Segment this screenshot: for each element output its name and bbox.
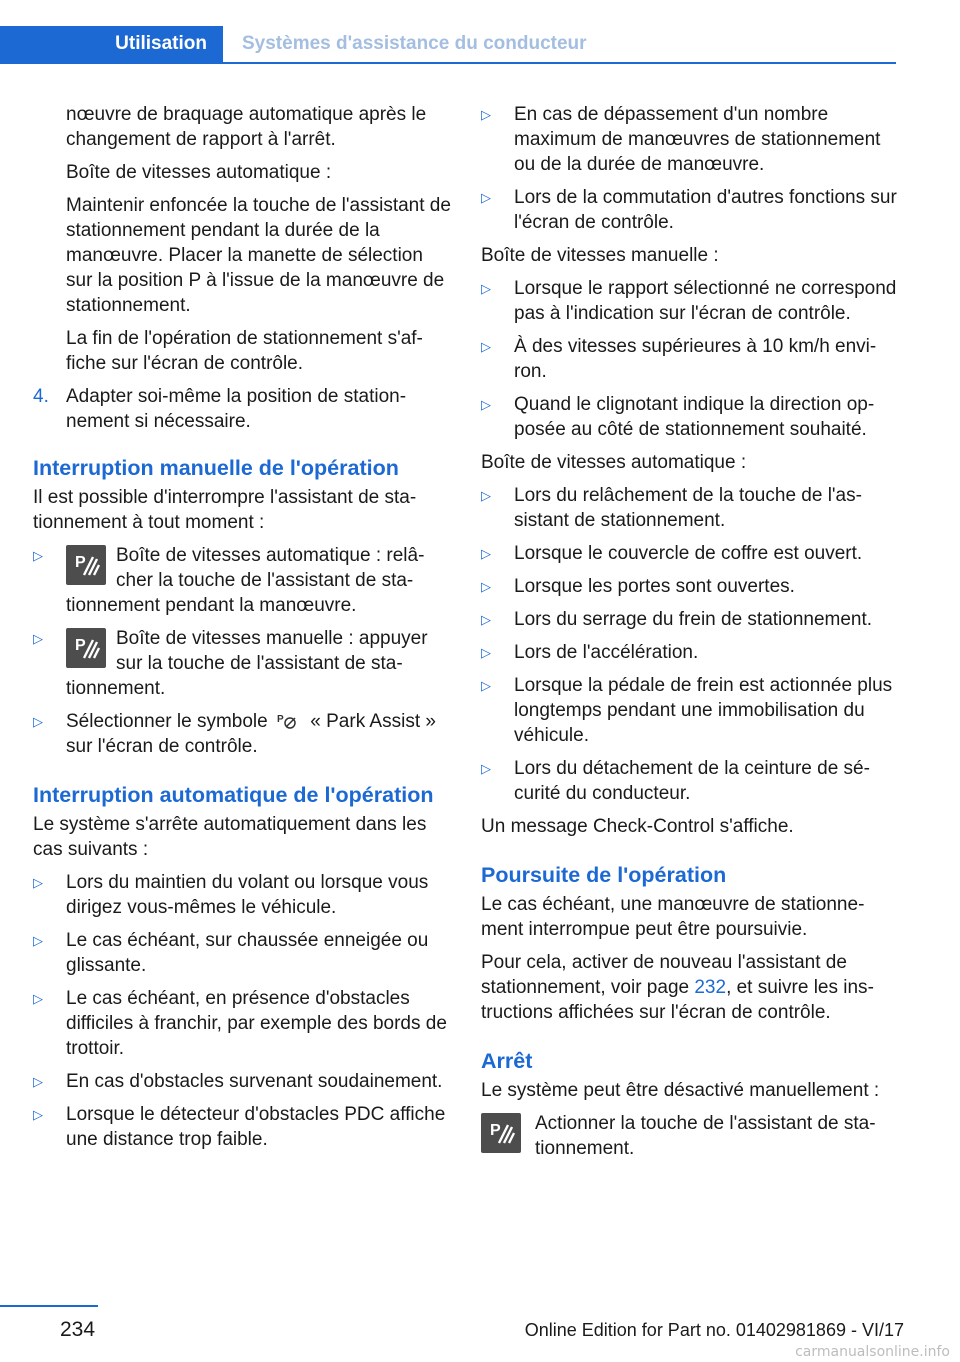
list-item — [33, 986, 451, 1061]
section-heading-automatic-interruption: Interruption automatique de l'opération — [33, 783, 434, 807]
triangle-right-icon: ▷ — [481, 107, 491, 122]
button-instruction — [481, 1111, 897, 1161]
triangle-right-icon: ▷ — [33, 631, 43, 646]
step-text: Adapter soi-même la position de stationnement si nécessaire. — [66, 386, 407, 432]
list-item-text: Quand le clignotant indique la direction opposée au côté de stationnement souhaité. — [514, 394, 875, 440]
svg-text:P: P — [75, 637, 86, 654]
triangle-right-icon: ▷ — [33, 548, 43, 563]
paragraph-text: , et suivre les instructions affichées sur l'écran de contrôle. — [481, 977, 874, 1023]
page-reference-link[interactable]: 232 — [694, 977, 727, 998]
paragraph — [481, 950, 897, 1025]
list-item — [481, 392, 897, 442]
triangle-right-icon: ▷ — [481, 761, 491, 776]
list-item — [481, 673, 897, 748]
list-item-text: Lors du relâchement de la touche de l'assistant de stationnement. — [514, 485, 862, 531]
list-item-text: Lors du serrage du frein de stationnement. — [514, 609, 873, 630]
svg-text:P: P — [490, 1122, 501, 1139]
list-item-text: Lors du détachement de la ceinture de sécurité du conducteur. — [514, 758, 870, 804]
list-item-text: Lors de l'accélération. — [514, 642, 699, 663]
step-number: 4. — [33, 386, 49, 407]
list-item — [481, 574, 897, 599]
section-heading-continue-operation: Poursuite de l'opération — [481, 863, 727, 887]
list-item — [481, 185, 897, 235]
park-assist-button-icon — [66, 545, 106, 585]
section-tab-utilisation[interactable]: Utilisation — [0, 26, 223, 62]
list-item-text: Le cas échéant, en présence d'obstacles difficiles à franchir, par exemple des bords de trottoir. — [66, 988, 447, 1059]
list-item — [481, 756, 897, 806]
paragraph: Boîte de vitesses automatique : — [481, 452, 747, 473]
triangle-right-icon: ▷ — [481, 488, 491, 503]
right-column — [481, 102, 897, 1169]
section-heading-stop: Arrêt — [481, 1049, 533, 1073]
svg-text:P: P — [277, 714, 284, 725]
paragraph: Maintenir enfoncée la touche de l'assistant de stationnement pendant la durée de la manœuvre. Placer la manette de sélection sur la position P à l'issue de la manœuvre de stationnement. — [66, 195, 451, 316]
paragraph-text: Pour cela, activer de nouveau l'assistant de stationnement, voir page — [481, 952, 847, 998]
list-item — [33, 928, 451, 978]
list-item — [481, 607, 897, 632]
list-item — [481, 334, 897, 384]
park-assist-button-icon — [66, 628, 106, 668]
watermark: carmanualsonline.info — [795, 1344, 950, 1360]
section-tab-driver-assistance[interactable]: Systèmes d'assistance du conducteur — [242, 33, 587, 54]
triangle-right-icon: ▷ — [33, 714, 43, 729]
triangle-right-icon: ▷ — [481, 678, 491, 693]
paragraph: Un message Check-Control s'affiche. — [481, 816, 794, 837]
list-item-text: « Park Assist » sur l'écran de contrôle. — [66, 711, 436, 757]
list-item — [481, 541, 897, 566]
paragraph: La fin de l'opération de stationnement s'affiche sur l'écran de contrôle. — [66, 328, 423, 374]
list-item-text: Lorsque la pédale de frein est actionnée plus longtemps pendant une immobilisation du véhicule. — [514, 675, 893, 746]
list-item-text: Lorsque le détecteur d'obstacles PDC affiche une distance trop faible. — [66, 1104, 446, 1150]
list-item-text: Lors du maintien du volant ou lorsque vous dirigez vous-mêmes le véhicule. — [66, 872, 429, 918]
paragraph: Le système peut être désactivé manuellement : — [481, 1080, 880, 1101]
triangle-right-icon: ▷ — [33, 875, 43, 890]
list-item — [33, 626, 451, 701]
svg-text:P: P — [75, 554, 86, 571]
park-assist-symbol-icon — [277, 712, 299, 730]
triangle-right-icon: ▷ — [481, 190, 491, 205]
list-item-text: À des vitesses supérieures à 10 km/h environ. — [514, 336, 877, 382]
list-item — [33, 1102, 451, 1152]
footer-divider — [0, 1305, 98, 1307]
section-heading-manual-interruption: Interruption manuelle de l'opération — [33, 456, 399, 480]
list-item-text: Sélectionner le symbole — [66, 711, 268, 732]
paragraph: Le cas échéant, une manœuvre de stationnement interrompue peut être poursuivie. — [481, 894, 865, 940]
paragraph: Le système s'arrête automatiquement dans les cas suivants : — [33, 814, 427, 860]
step-item — [33, 384, 451, 434]
paragraph: nœuvre de braquage automatique après le changement de rapport à l'arrêt. — [66, 104, 427, 150]
paragraph: Boîte de vitesses automatique : — [66, 162, 332, 183]
instruction-text: Actionner la touche de l'assistant de stationnement. — [535, 1113, 876, 1159]
triangle-right-icon: ▷ — [481, 579, 491, 594]
triangle-right-icon: ▷ — [481, 397, 491, 412]
triangle-right-icon: ▷ — [481, 645, 491, 660]
list-item-text: Boîte de vitesses automatique : relâcher la touche de l'assistant de stationnement pendant la manœuvre. — [66, 545, 425, 616]
page-number: 234 — [60, 1318, 96, 1341]
list-item-text: En cas d'obstacles survenant soudainement. — [66, 1071, 443, 1092]
paragraph: Boîte de vitesses manuelle : — [481, 245, 719, 266]
list-item — [33, 709, 451, 759]
list-item-text: Lorsque le rapport sélectionné ne correspond pas à l'indication sur l'écran de contrôle. — [514, 278, 897, 324]
triangle-right-icon: ▷ — [481, 612, 491, 627]
list-item-text: Lorsque les portes sont ouvertes. — [514, 576, 795, 597]
list-item — [33, 543, 451, 618]
triangle-right-icon: ▷ — [33, 1107, 43, 1122]
list-item — [481, 276, 897, 326]
list-item-text: Le cas échéant, sur chaussée enneigée ou glissante. — [66, 930, 429, 976]
triangle-right-icon: ▷ — [33, 1074, 43, 1089]
list-item-text: Boîte de vitesses manuelle : appuyer sur la touche de l'assistant de stationnement. — [66, 628, 428, 699]
edition-info: Online Edition for Part no. 01402981869 - VI/17 — [524, 1320, 904, 1340]
triangle-right-icon: ▷ — [33, 933, 43, 948]
list-item — [33, 1069, 451, 1094]
list-item — [481, 102, 897, 177]
list-item — [33, 870, 451, 920]
triangle-right-icon: ▷ — [481, 281, 491, 296]
list-item-text: Lorsque le couvercle de coffre est ouvert. — [514, 543, 863, 564]
left-column — [33, 102, 451, 1160]
list-item — [481, 640, 897, 665]
paragraph: Il est possible d'interrompre l'assistant de stationnement à tout moment : — [33, 487, 417, 533]
list-item-text: Lors de la commutation d'autres fonctions sur l'écran de contrôle. — [514, 187, 897, 233]
triangle-right-icon: ▷ — [481, 546, 491, 561]
park-assist-button-icon — [481, 1113, 521, 1153]
list-item-text: En cas de dépassement d'un nombre maximum de manœuvres de stationnement ou de la durée de manœuvre. — [514, 104, 881, 175]
page-header — [0, 26, 896, 64]
triangle-right-icon: ▷ — [481, 339, 491, 354]
triangle-right-icon: ▷ — [33, 991, 43, 1006]
list-item — [481, 483, 897, 533]
